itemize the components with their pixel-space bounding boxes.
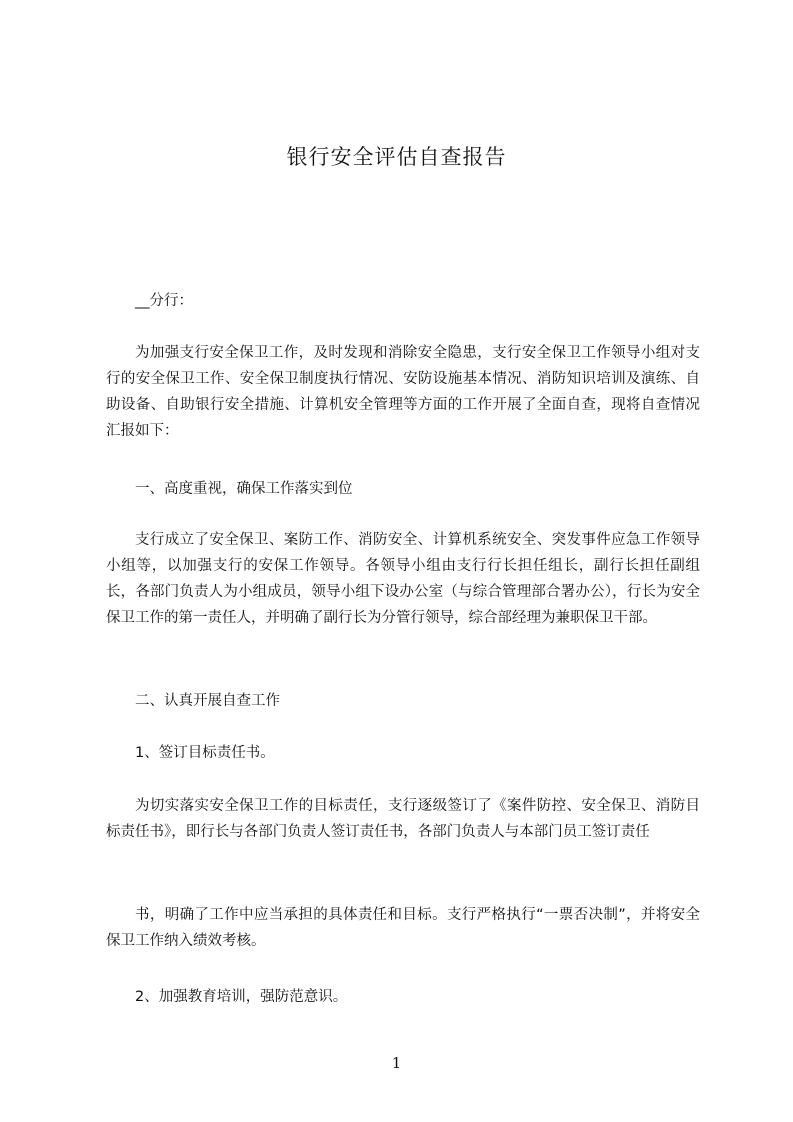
intro-paragraph: 为加强支行安全保卫工作，及时发现和消除安全隐患，支行安全保卫工作领导小组对支行的安全保卫工作、安全保卫制度执行情况、安防设施基本情况、消防知识培训及演练、自助设备、自助银行安全措施、计算机安全管理等方面的工作开展了全面自查，现将自查情况汇报如下： <box>106 345 700 439</box>
subsection-heading-1: 1、签订目标责任书。 <box>135 745 275 761</box>
subsection-1-paragraph-part2: 书，明确了工作中应当承担的具体责任和目标。支行严格执行“一票否决制”，并将安全保卫工作纳入绩效考核。 <box>106 907 700 949</box>
section-heading-2: 二、认真开展自查工作 <box>135 693 280 709</box>
salutation: __分行： <box>135 293 193 309</box>
subsection-heading-2: 2、加强教育培训，强防范意识。 <box>135 989 348 1005</box>
subsection-1-paragraph-part1: 为切实落实安全保卫工作的目标责任，支行逐级签订了《案件防控、安全保卫、消防目标责任书》，即行长与各部门负责人签订责任书，各部门负责人与本部门员工签订责任 <box>106 798 700 840</box>
page-number: 1 <box>391 1054 402 1072</box>
section-heading-1: 一、高度重视，确保工作落实到位 <box>135 481 353 497</box>
section-1-paragraph: 支行成立了安全保卫、案防工作、消防安全、计算机系统安全、突发事件应急工作领导小组等，以加强支行的安保工作领导。各领导小组由支行行长担任组长，副行长担任副组长，各部门负责人为小组成员，领导小组下设办公室（与综合管理部合署办公），行长为安全保卫工作的第一责任人，并明确了副行长为分管行领导，综合部经理为兼职保卫干部。 <box>106 532 700 626</box>
document-title: 银行安全评估自查报告 <box>286 145 507 169</box>
